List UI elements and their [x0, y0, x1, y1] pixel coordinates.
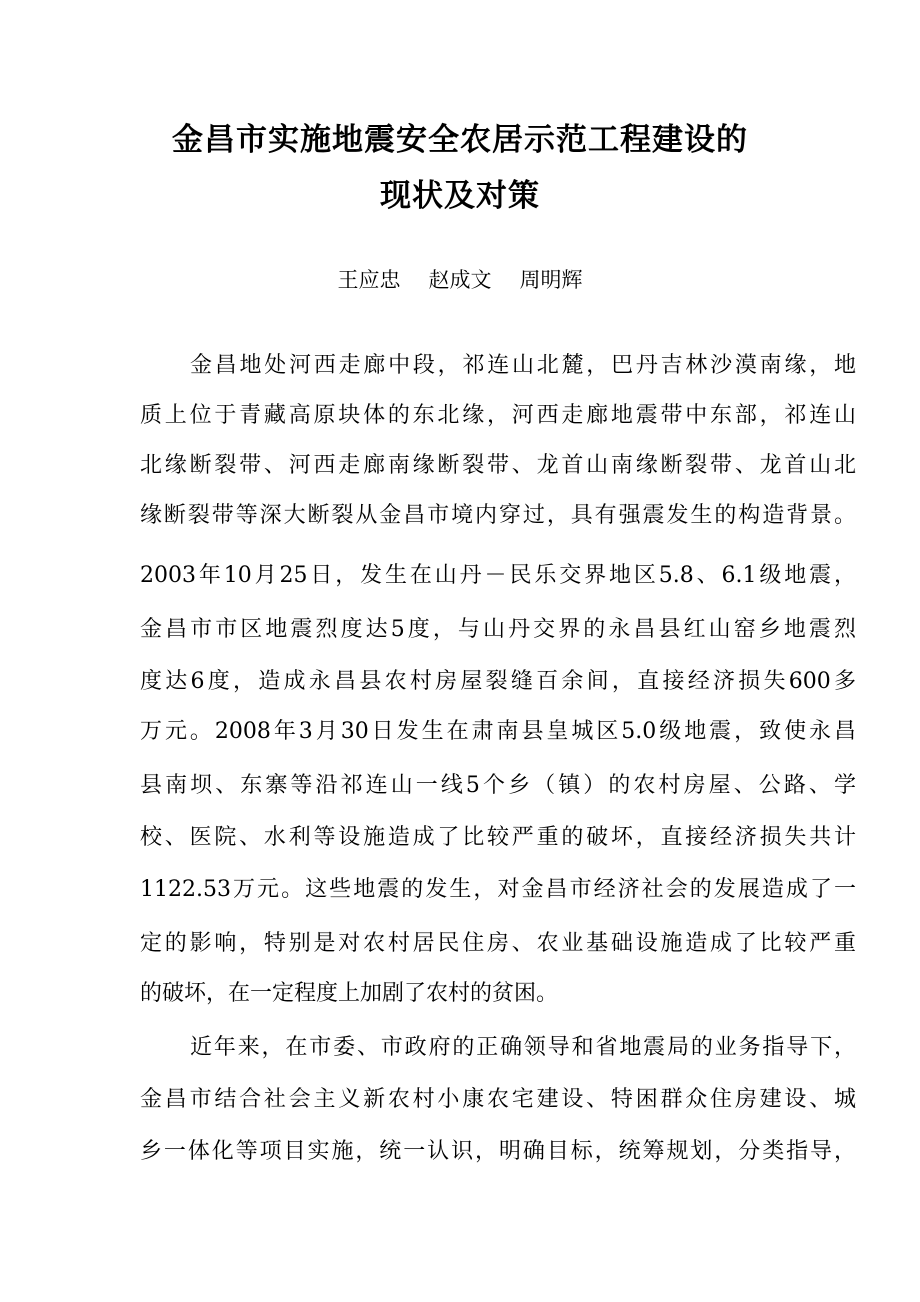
paragraph-1-line: 质上位于青藏高原块体的东北缘，河西走廊地震带中东部，祁连山	[140, 403, 856, 428]
paragraph-1-line: 1122.53万元。这些地震的发生，对金昌市经济社会的发展造成了一	[140, 877, 856, 902]
paragraph-1-line: 北缘断裂带、河西走廊南缘断裂带、龙首山南缘断裂带、龙首山北	[140, 453, 856, 478]
paragraph-2-line: 乡一体化等项目实施，统一认识，明确目标，统筹规划，分类指导，	[140, 1139, 856, 1164]
paragraph-1-line: 的破坏，在一定程度上加剧了农村的贫困。	[140, 981, 559, 1006]
paragraph-1-line: 度达6度，造成永昌县农村房屋裂缝百余间，直接经济损失600多	[140, 669, 856, 694]
paragraph-1-line: 万元。2008年3月30日发生在肃南县皇城区5.0级地震，致使永昌	[140, 719, 856, 744]
paragraph-1-line: 2003年10月25日，发生在山丹－民乐交界地区5.8、6.1级地震，	[140, 563, 856, 588]
author-list	[0, 264, 920, 296]
paragraph-1-line: 县南坝、东寨等沿祁连山一线5个乡（镇）的农村房屋、公路、学	[140, 773, 856, 798]
document-title-line-2: 现状及对策	[380, 178, 540, 214]
paragraph-1-line: 金昌市市区地震烈度达5度，与山丹交界的永昌县红山窑乡地震烈	[140, 617, 856, 642]
paragraph-1-line: 校、医院、水利等设施造成了比较严重的破坏，直接经济损失共计	[140, 825, 856, 850]
author-name: 周明辉	[519, 268, 583, 292]
paragraph-1-line: 定的影响，特别是对农村居民住房、农业基础设施造成了比较严重	[140, 931, 856, 956]
paragraph-2-line: 近年来，在市委、市政府的正确领导和省地震局的业务指导下，	[190, 1035, 856, 1060]
document-title-line-1: 金昌市实施地震安全农居示范工程建设的	[172, 122, 748, 158]
author-name: 王应忠	[337, 268, 401, 292]
author-name: 赵成文	[428, 268, 492, 292]
paragraph-2-line: 金昌市结合社会主义新农村小康农宅建设、特困群众住房建设、城	[140, 1087, 856, 1112]
paragraph-1-line: 金昌地处河西走廊中段，祁连山北麓，巴丹吉林沙漠南缘，地	[190, 353, 856, 378]
paragraph-1-line: 缘断裂带等深大断裂从金昌市境内穿过，具有强震发生的构造背景。	[140, 503, 856, 528]
